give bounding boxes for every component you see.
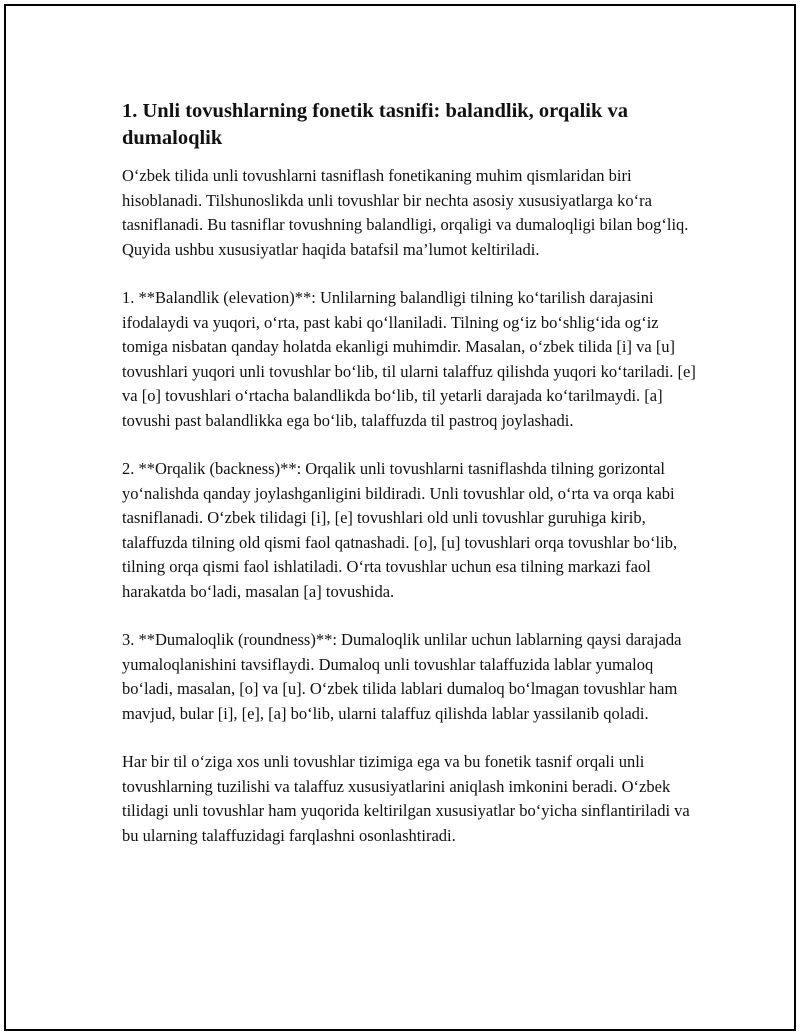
paragraph-orqalik: 2. **Orqalik (backness)**: Orqalik unli tovushlarni tasniflashda tilning gorizontal yo‘nalishda qanday joylashganligini bildiradi. Unli tovushlar old, o‘rta va orqa kabi tasniflanadi. O‘zbek tilidagi [i], [e] tovushlari old unli tovushlar guruhiga kirib, talaffuzda tilning old qismi faol qatnashadi. [o], [u] tovushlari orqa tovushlar bo‘lib, tilning orqa qismi faol ishlatiladi. O‘rta tovushlar uchun esa tilning markazi faol harakatda bo‘ladi, masalan [a] tovushida. <box>122 459 678 601</box>
document-title: 1. Unli tovushlarning fonetik tasnifi: balandlik, orqalik va dumaloqlik <box>122 100 628 149</box>
paragraph-dumaloqlik: 3. **Dumaloqlik (roundness)**: Dumaloqlik unlilar uchun lablarning qaysi darajada yumaloqlanishini tavsiflaydi. Dumaloq unli tovushlar talaffuzida lablar yumaloq bo‘ladi, masalan, [o] va [u]. O‘zbek tilida lablari dumaloq bo‘lmagan tovushlar ham mavjud, bular [i], [e], [a] bo‘lib, ularni talaffuz qilishda lablar yassilanib qoladi. <box>122 630 682 723</box>
document-page <box>4 4 796 1031</box>
document-body <box>122 98 702 872</box>
paragraph-conclusion: Har bir til o‘ziga xos unli tovushlar tizimiga ega va bu fonetik tasnif orqali unli tovushlarning tuzilishi va talaffuz xususiyatlarini aniqlash imkonini beradi. O‘zbek tilidagi unli tovushlar ham yuqorida keltirilgan xususiyatlar bo‘yicha sinflantiriladi va bu ularning talaffuzidagi farqlashni osonlashtiradi. <box>122 752 690 845</box>
paragraph-intro: O‘zbek tilida unli tovushlarni tasniflash fonetikaning muhim qismlaridan biri hisoblanadi. Tilshunoslikda unli tovushlar bir nechta asosiy xususiyatlarga ko‘ra tasniflanadi. Bu tasniflar tovushning balandligi, orqaligi va dumaloqligi bilan bog‘liq. Quyida ushbu xususiyatlar haqida batafsil ma’lumot keltiriladi. <box>122 166 689 259</box>
paragraph-balandlik: 1. **Balandlik (elevation)**: Unlilarning balandligi tilning ko‘tarilish darajasini ifodalaydi va yuqori, o‘rta, past kabi qo‘llaniladi. Tilning og‘iz bo‘shlig‘ida og‘iz tomiga nisbatan qanday holatda ekanligi muhimdir. Masalan, o‘zbek tilida [i] va [u] tovushlari yuqori unli tovushlar bo‘lib, til ularni talaffuz qilishda yuqori ko‘tariladi. [e] va [o] tovushlari o‘rtacha balandlikda bo‘lib, til yetarli darajada ko‘tarilmaydi. [a] tovushi past balandlikka ega bo‘lib, talaffuzda til pastroq joylashadi. <box>122 288 696 430</box>
